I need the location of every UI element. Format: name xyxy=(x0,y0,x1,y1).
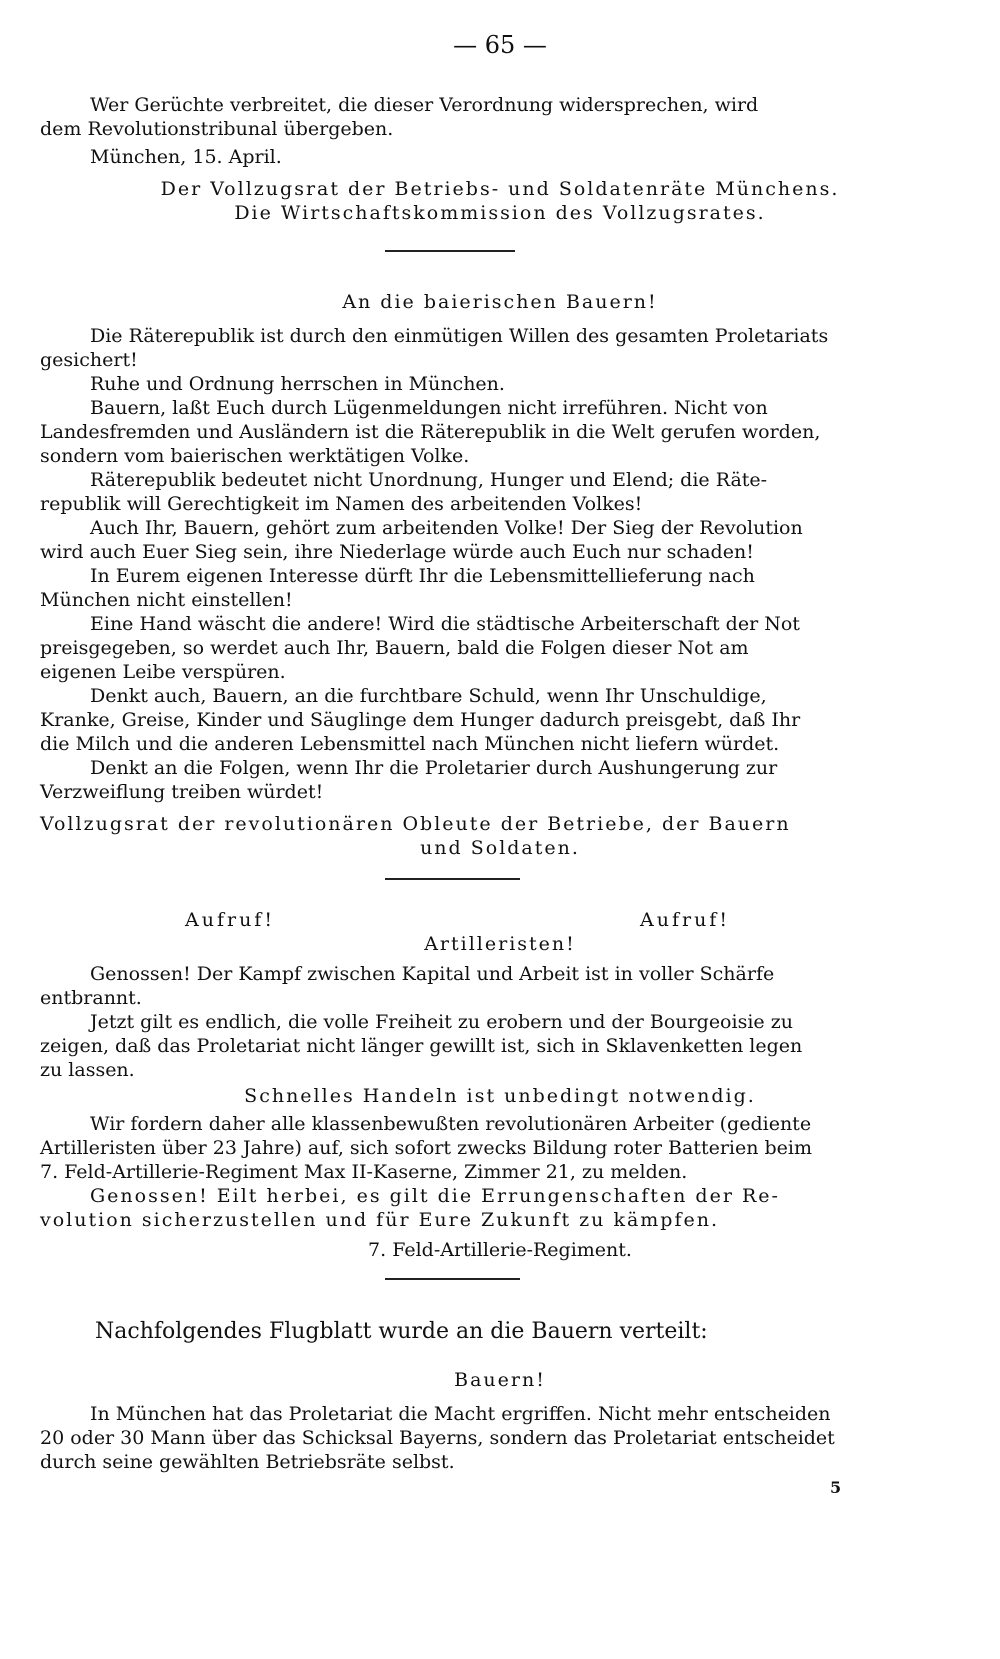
section-title: Bauern! xyxy=(454,1369,546,1391)
text-line: preisgegeben, so werdet auch Ihr, Bauern, bald die Folgen dieser Not am xyxy=(40,637,749,659)
text-line: republik will Gerechtigkeit im Namen des arbeitenden Volkes! xyxy=(40,493,643,515)
emphasis-line: Schnelles Handeln ist unbedingt notwendig. xyxy=(244,1085,756,1107)
text-line: 20 oder 30 Mann über das Schicksal Bayerns, sondern das Proletariat entscheidet xyxy=(40,1427,835,1449)
text-line: Eine Hand wäscht die andere! Wird die städtische Arbeiterschaft der Not xyxy=(90,613,800,635)
text-line: In Eurem eigenen Interesse dürft Ihr die Lebensmittellieferung nach xyxy=(90,565,755,587)
text-line: Die Räterepublik ist durch den einmütigen Willen des gesamten Proletariats xyxy=(90,325,829,347)
signature-line: 7. Feld-Artillerie-Regiment. xyxy=(368,1239,632,1261)
heading-left: Aufruf! xyxy=(185,909,275,931)
text-line: dem Revolutionstribunal übergeben. xyxy=(40,118,394,140)
text-line: Bauern, laßt Euch durch Lügenmeldungen nicht irreführen. Nicht von xyxy=(90,397,768,419)
text-line: gesichert! xyxy=(40,349,138,371)
text-line: zeigen, daß das Proletariat nicht länger gewillt ist, sich in Sklavenketten legen xyxy=(40,1035,803,1057)
text-line: München nicht einstellen! xyxy=(40,589,293,611)
text-line: Artilleristen über 23 Jahre) auf, sich sofort zwecks Bildung roter Batterien beim xyxy=(40,1137,813,1159)
text-line: Denkt auch, Bauern, an die furchtbare Schuld, wenn Ihr Unschuldige, xyxy=(90,685,767,707)
text-line: die Milch und die anderen Lebensmittel nach München nicht liefern würdet. xyxy=(40,733,780,755)
leaflet-heading: Nachfolgendes Flugblatt wurde an die Bauern verteilt: xyxy=(95,1319,708,1344)
signature-line: und Soldaten. xyxy=(420,837,580,859)
separator-rule xyxy=(385,250,515,252)
section-title: An die baierischen Bauern! xyxy=(342,291,658,313)
section-title: Artilleristen! xyxy=(424,933,576,955)
page-number: — 65 — xyxy=(453,31,547,59)
text-line: wird auch Euer Sieg sein, ihre Niederlage würde auch Euch nur schaden! xyxy=(40,541,754,563)
place-date: München, 15. April. xyxy=(90,146,282,168)
signature-mark: 5 xyxy=(830,1478,842,1497)
signatory-line: Die Wirtschaftskommission des Vollzugsrates. xyxy=(234,202,766,224)
text-line: Jetzt gilt es endlich, die volle Freiheit zu erobern und der Bourgeoisie zu xyxy=(90,1011,793,1033)
text-line: Ruhe und Ordnung herrschen in München. xyxy=(90,373,505,395)
text-line: Wer Gerüchte verbreitet, die dieser Verordnung widersprechen, wird xyxy=(90,94,759,116)
text-line: 7. Feld-Artillerie-Regiment Max II-Kaserne, Zimmer 21, zu melden. xyxy=(40,1161,688,1183)
text-line: Kranke, Greise, Kinder und Säuglinge dem Hunger dadurch preisgebt, daß Ihr xyxy=(40,709,801,731)
text-line: Verzweiflung treiben würdet! xyxy=(40,781,324,803)
text-line: Denkt an die Folgen, wenn Ihr die Proletarier durch Aushungerung zur xyxy=(90,757,778,779)
heading-right: Aufruf! xyxy=(640,909,730,931)
text-line: Räterepublik bedeutet nicht Unordnung, Hunger und Elend; die Räte- xyxy=(90,469,768,491)
signatory-line: Der Vollzugsrat der Betriebs- und Soldatenräte Münchens. xyxy=(160,178,840,200)
text-line: volution sicherzustellen und für Eure Zukunft zu kämpfen. xyxy=(40,1209,720,1231)
separator-rule xyxy=(385,878,520,880)
text-line: zu lassen. xyxy=(40,1059,135,1081)
text-line: sondern vom baierischen werktätigen Volke. xyxy=(40,445,470,467)
text-line: eigenen Leibe verspüren. xyxy=(40,661,286,683)
text-line: Wir fordern daher alle klassenbewußten revolutionären Arbeiter (gediente xyxy=(90,1113,812,1135)
text-line: Genossen! Eilt herbei, es gilt die Errungenschaften der Re- xyxy=(90,1185,780,1207)
text-line: durch seine gewählten Betriebsräte selbst. xyxy=(40,1451,455,1473)
text-line: entbrannt. xyxy=(40,987,142,1009)
signature-line: Vollzugsrat der revolutionären Obleute der Betriebe, der Bauern xyxy=(40,813,791,835)
separator-rule xyxy=(385,1278,520,1280)
text-line: Auch Ihr, Bauern, gehört zum arbeitenden Volke! Der Sieg der Revolution xyxy=(90,517,803,539)
text-line: Genossen! Der Kampf zwischen Kapital und Arbeit ist in voller Schärfe xyxy=(90,963,775,985)
text-line: In München hat das Proletariat die Macht ergriffen. Nicht mehr entscheiden xyxy=(90,1403,831,1425)
text-line: Landesfremden und Ausländern ist die Räterepublik in die Welt gerufen worden, xyxy=(40,421,821,443)
